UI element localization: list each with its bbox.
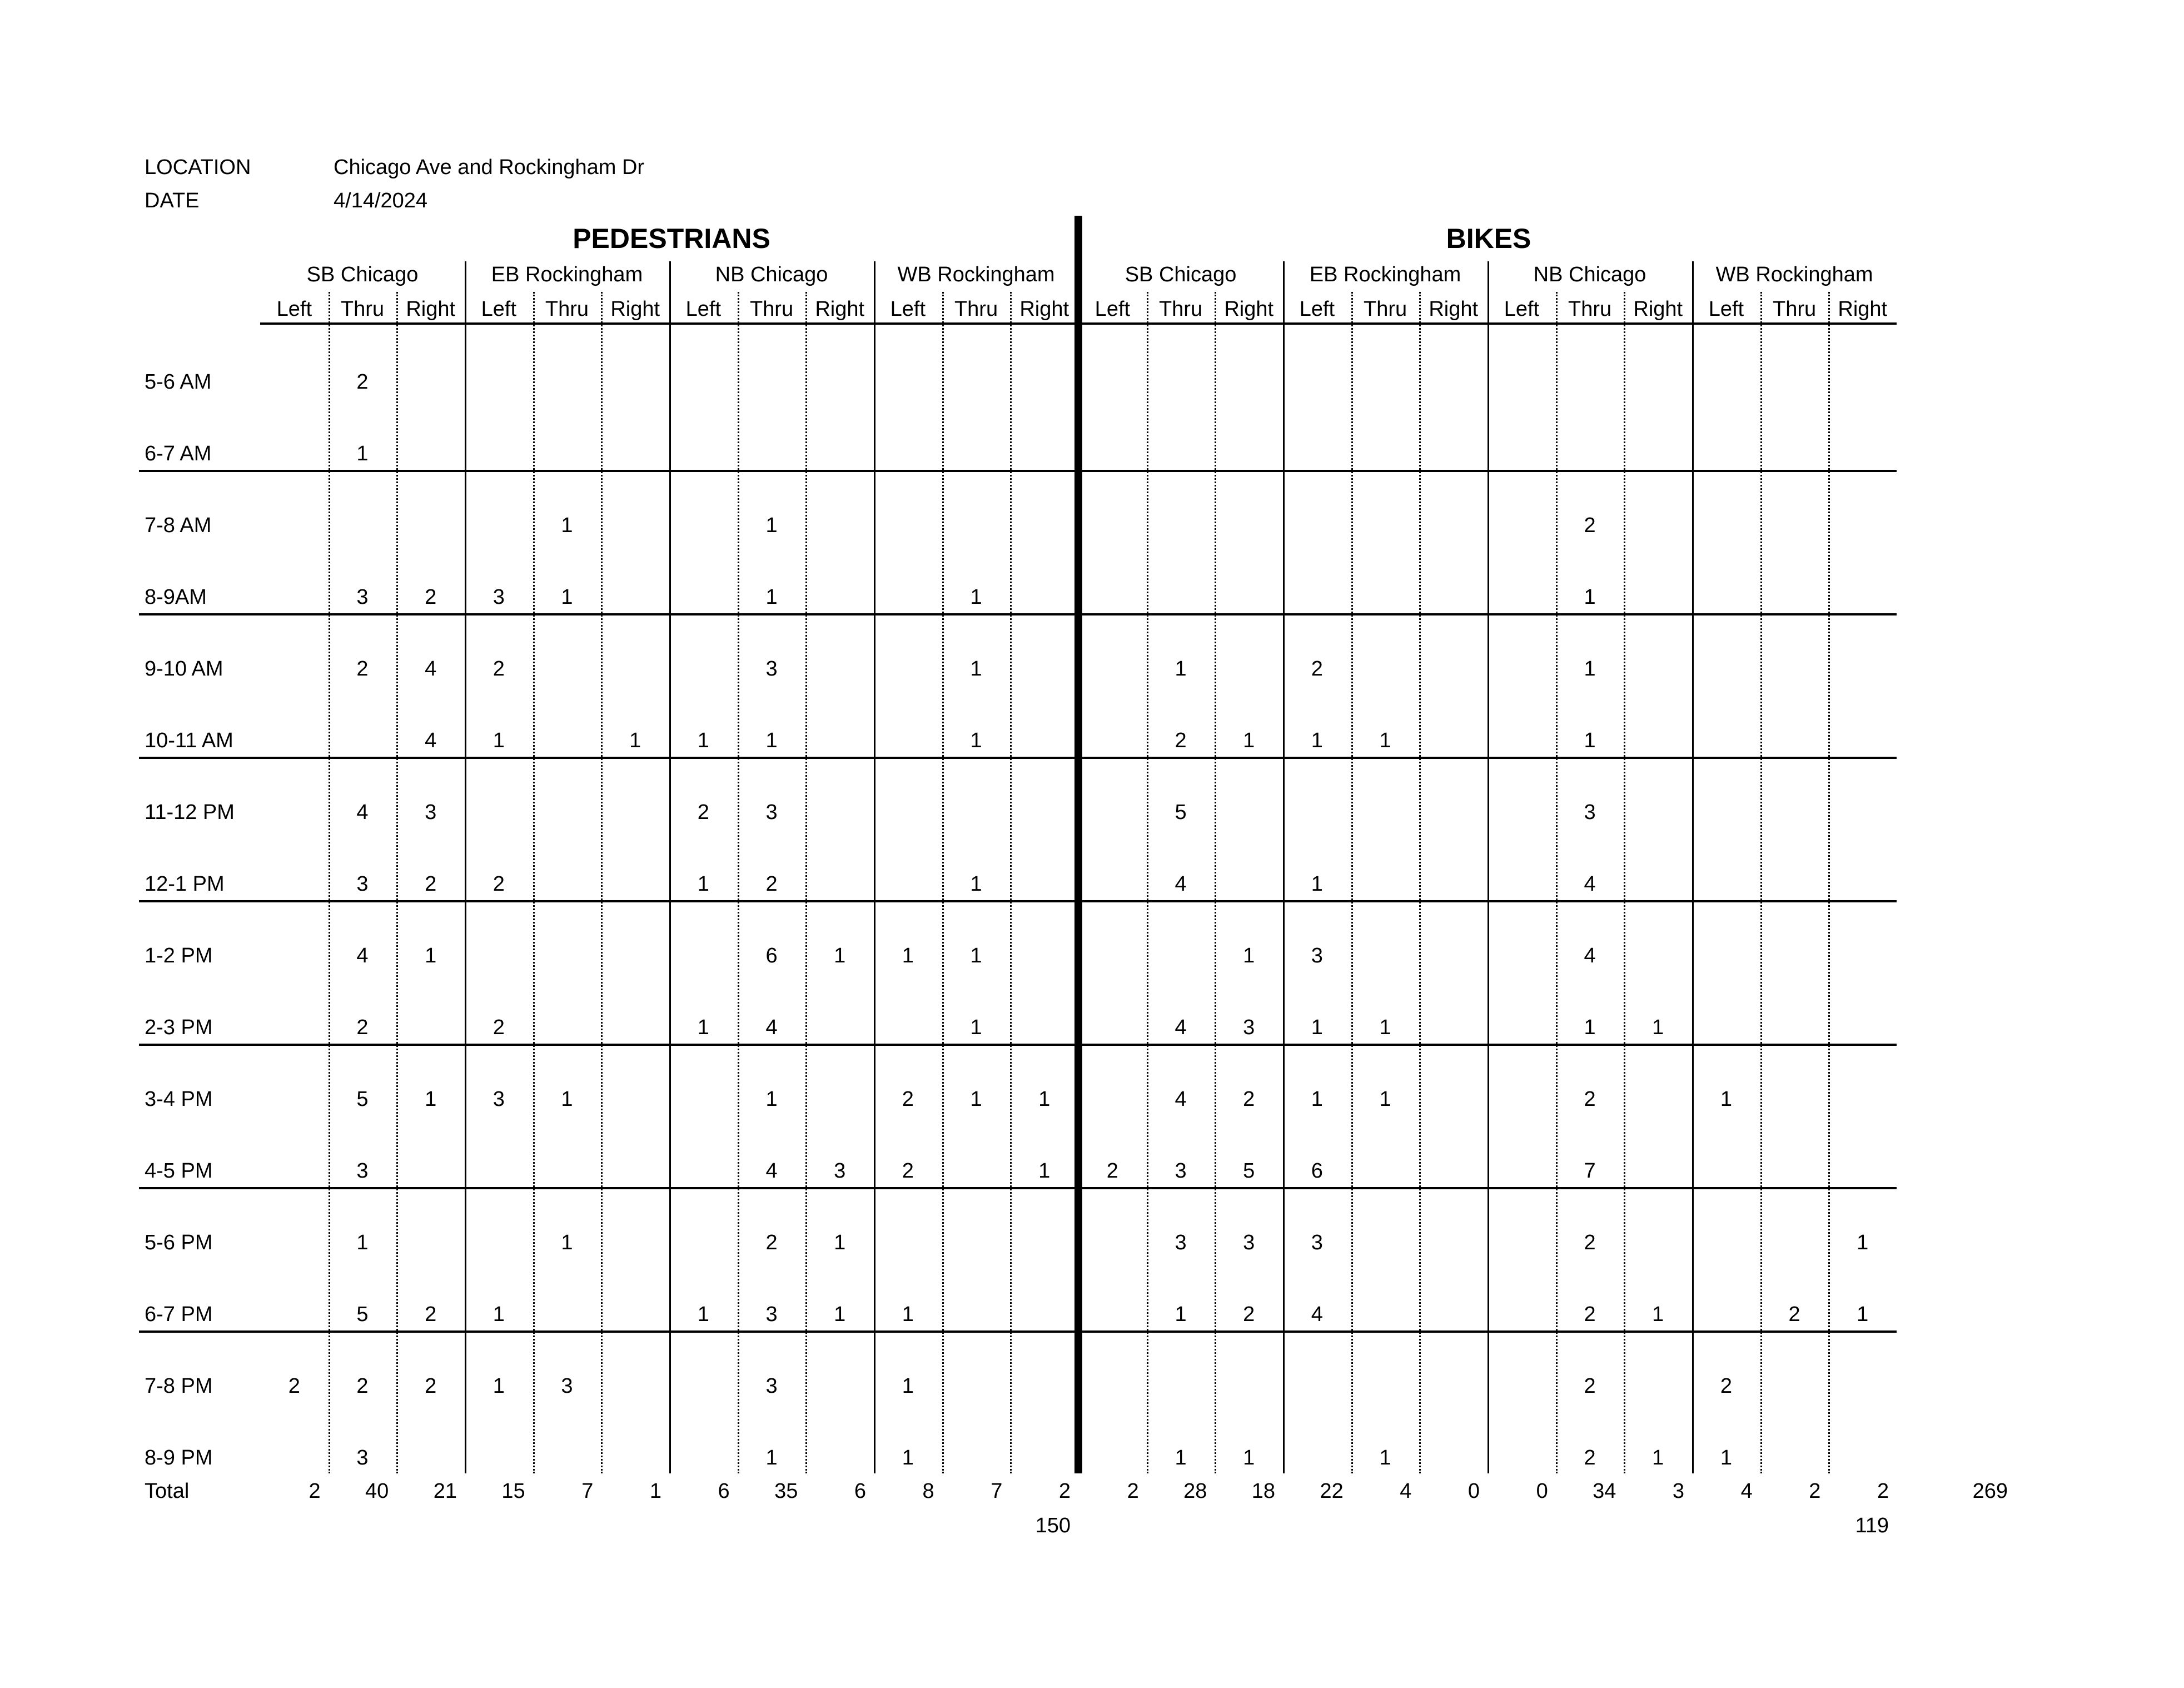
hour-pair-separator bbox=[139, 1187, 1897, 1189]
count-cell: 1 bbox=[356, 1231, 369, 1254]
count-cell: 2 bbox=[356, 370, 369, 394]
movement-divider bbox=[1010, 292, 1012, 1473]
count-cell: 1 bbox=[1857, 1231, 1869, 1254]
total-cell: 2 bbox=[1058, 1480, 1071, 1503]
count-cell: 3 bbox=[765, 801, 778, 824]
count-cell: 6 bbox=[765, 944, 778, 967]
count-cell: 4 bbox=[356, 801, 369, 824]
movement-header: Thru bbox=[749, 297, 794, 321]
count-cell: 1 bbox=[1311, 729, 1323, 752]
row-time-label: 9-10 AM bbox=[145, 657, 223, 681]
count-cell: 3 bbox=[492, 585, 505, 609]
count-cell: 2 bbox=[1584, 514, 1596, 537]
count-cell: 5 bbox=[1243, 1159, 1255, 1183]
hour-pair-separator bbox=[139, 900, 1897, 902]
movement-header: Thru bbox=[1363, 297, 1407, 321]
count-cell: 4 bbox=[356, 944, 369, 967]
total-cell: 2 bbox=[1877, 1480, 1889, 1503]
movement-header: Right bbox=[1838, 297, 1888, 321]
count-cell: 1 bbox=[1175, 657, 1187, 681]
count-cell: 1 bbox=[492, 1374, 505, 1398]
total-cell: 6 bbox=[854, 1480, 867, 1503]
approach-header: SB Chicago bbox=[306, 263, 419, 286]
movement-divider bbox=[942, 292, 944, 1473]
count-cell: 1 bbox=[1243, 729, 1255, 752]
count-cell: 4 bbox=[425, 729, 437, 752]
row-time-label: 8-9 PM bbox=[145, 1446, 213, 1469]
movement-divider bbox=[1760, 292, 1762, 1473]
movement-header: Right bbox=[815, 297, 865, 321]
count-cell: 1 bbox=[1311, 1088, 1323, 1111]
count-cell: 1 bbox=[1243, 1446, 1255, 1469]
count-cell: 1 bbox=[1584, 585, 1596, 609]
count-cell: 4 bbox=[1175, 872, 1187, 896]
count-cell: 2 bbox=[425, 1374, 437, 1398]
row-time-label: 12-1 PM bbox=[145, 872, 225, 896]
count-cell: 4 bbox=[765, 1016, 778, 1039]
count-cell: 3 bbox=[1584, 801, 1596, 824]
movement-divider bbox=[738, 292, 739, 1473]
count-cell: 1 bbox=[1379, 1016, 1391, 1039]
count-cell: 4 bbox=[1175, 1016, 1187, 1039]
approach-divider bbox=[1692, 261, 1694, 1473]
movement-divider bbox=[1215, 292, 1216, 1473]
movement-header: Left bbox=[276, 297, 312, 321]
count-cell: 1 bbox=[425, 1088, 437, 1111]
approach-header: NB Chicago bbox=[1533, 263, 1646, 286]
row-time-label: 4-5 PM bbox=[145, 1159, 213, 1183]
row-time-label: 6-7 AM bbox=[145, 442, 212, 465]
approach-divider bbox=[669, 261, 671, 1473]
count-cell: 1 bbox=[834, 1231, 846, 1254]
movement-header: Left bbox=[481, 297, 517, 321]
row-time-label: 8-9AM bbox=[145, 585, 207, 609]
count-cell: 1 bbox=[970, 729, 982, 752]
count-cell: 1 bbox=[970, 944, 982, 967]
total-cell: 7 bbox=[581, 1480, 594, 1503]
count-cell: 2 bbox=[1311, 657, 1323, 681]
count-cell: 3 bbox=[1311, 944, 1323, 967]
count-cell: 3 bbox=[1175, 1159, 1187, 1183]
count-cell: 7 bbox=[1584, 1159, 1596, 1183]
count-cell: 2 bbox=[1720, 1374, 1732, 1398]
count-cell: 3 bbox=[356, 1159, 369, 1183]
count-cell: 1 bbox=[970, 1088, 982, 1111]
count-cell: 1 bbox=[492, 1303, 505, 1326]
count-cell: 1 bbox=[902, 1374, 914, 1398]
movement-divider bbox=[601, 292, 603, 1473]
count-cell: 2 bbox=[425, 1303, 437, 1326]
count-cell: 3 bbox=[834, 1159, 846, 1183]
count-cell: 1 bbox=[902, 1303, 914, 1326]
count-cell: 1 bbox=[1584, 1016, 1596, 1039]
bikes-title: BIKES bbox=[1446, 223, 1531, 254]
count-cell: 2 bbox=[765, 1231, 778, 1254]
total-cell: 34 bbox=[1593, 1480, 1616, 1503]
count-cell: 1 bbox=[697, 872, 709, 896]
approach-divider bbox=[1487, 261, 1489, 1473]
total-cell: 7 bbox=[991, 1480, 1003, 1503]
row-time-label: 10-11 AM bbox=[145, 729, 233, 752]
total-cell: 28 bbox=[1183, 1480, 1207, 1503]
movement-divider bbox=[1556, 292, 1558, 1473]
count-cell: 3 bbox=[356, 872, 369, 896]
total-cell: 21 bbox=[433, 1480, 457, 1503]
count-cell: 2 bbox=[492, 872, 505, 896]
hour-pair-separator bbox=[139, 613, 1897, 615]
movement-divider bbox=[1828, 292, 1830, 1473]
movement-header: Right bbox=[1429, 297, 1479, 321]
count-cell: 4 bbox=[1584, 872, 1596, 896]
movement-header: Right bbox=[406, 297, 456, 321]
count-cell: 2 bbox=[356, 657, 369, 681]
total-cell: 0 bbox=[1467, 1480, 1480, 1503]
count-cell: 3 bbox=[1311, 1231, 1323, 1254]
location-label: LOCATION bbox=[145, 156, 251, 179]
movement-header: Left bbox=[1708, 297, 1744, 321]
movement-header: Left bbox=[1299, 297, 1335, 321]
bikes-total: 119 bbox=[1855, 1514, 1889, 1537]
count-cell: 2 bbox=[697, 801, 709, 824]
count-cell: 1 bbox=[1584, 729, 1596, 752]
movement-header: Right bbox=[1224, 297, 1274, 321]
total-cell: 2 bbox=[309, 1480, 321, 1503]
count-cell: 2 bbox=[902, 1159, 914, 1183]
count-cell: 4 bbox=[765, 1159, 778, 1183]
total-cell: 4 bbox=[1400, 1480, 1412, 1503]
count-cell: 5 bbox=[1175, 801, 1187, 824]
movement-divider bbox=[1624, 292, 1625, 1473]
row-time-label: 2-3 PM bbox=[145, 1016, 213, 1039]
movement-header: Thru bbox=[1158, 297, 1203, 321]
row-time-label: 3-4 PM bbox=[145, 1088, 213, 1111]
count-cell: 1 bbox=[834, 944, 846, 967]
count-cell: 2 bbox=[1584, 1303, 1596, 1326]
approach-divider bbox=[1283, 261, 1285, 1473]
count-cell: 2 bbox=[1584, 1088, 1596, 1111]
hour-pair-separator bbox=[139, 1330, 1897, 1333]
total-cell: 1 bbox=[649, 1480, 662, 1503]
approach-header: EB Rockingham bbox=[491, 263, 643, 286]
count-cell: 1 bbox=[1175, 1303, 1187, 1326]
row-time-label: 1-2 PM bbox=[145, 944, 213, 967]
total-cell: 18 bbox=[1251, 1480, 1276, 1503]
movement-divider bbox=[1147, 292, 1148, 1473]
hour-pair-separator bbox=[139, 1044, 1897, 1046]
count-cell: 1 bbox=[1379, 729, 1391, 752]
count-cell: 2 bbox=[1175, 729, 1187, 752]
count-cell: 1 bbox=[561, 1088, 573, 1111]
count-cell: 2 bbox=[425, 872, 437, 896]
count-cell: 3 bbox=[561, 1374, 573, 1398]
movement-header: Thru bbox=[954, 297, 998, 321]
total-cell: 0 bbox=[1536, 1480, 1548, 1503]
total-cell: 15 bbox=[501, 1480, 525, 1503]
total-cell: 2 bbox=[1809, 1480, 1821, 1503]
movement-header: Thru bbox=[545, 297, 589, 321]
count-cell: 2 bbox=[902, 1088, 914, 1111]
count-cell: 1 bbox=[629, 729, 641, 752]
movement-divider bbox=[396, 292, 398, 1473]
count-cell: 1 bbox=[902, 1446, 914, 1469]
count-cell: 1 bbox=[356, 442, 369, 465]
location-value: Chicago Ave and Rockingham Dr bbox=[334, 156, 645, 179]
total-cell: 40 bbox=[365, 1480, 389, 1503]
count-cell: 1 bbox=[1652, 1446, 1664, 1469]
count-cell: 1 bbox=[1720, 1446, 1732, 1469]
approach-header: WB Rockingham bbox=[897, 263, 1055, 286]
count-cell: 1 bbox=[561, 514, 573, 537]
movement-divider bbox=[329, 292, 330, 1473]
section-divider bbox=[1074, 216, 1082, 1473]
movement-header: Thru bbox=[340, 297, 385, 321]
total-cell: 3 bbox=[1672, 1480, 1685, 1503]
movement-header: Thru bbox=[1568, 297, 1612, 321]
count-cell: 1 bbox=[561, 1231, 573, 1254]
count-cell: 1 bbox=[1038, 1088, 1051, 1111]
count-cell: 1 bbox=[1379, 1446, 1391, 1469]
row-time-label: 5-6 AM bbox=[145, 370, 212, 394]
count-cell: 1 bbox=[970, 872, 982, 896]
approach-header: WB Rockingham bbox=[1715, 263, 1873, 286]
total-label: Total bbox=[145, 1480, 190, 1503]
movement-divider bbox=[1351, 292, 1353, 1473]
approach-header: EB Rockingham bbox=[1309, 263, 1461, 286]
count-cell: 3 bbox=[765, 1374, 778, 1398]
total-cell: 8 bbox=[922, 1480, 934, 1503]
count-cell: 1 bbox=[561, 585, 573, 609]
count-cell: 2 bbox=[1584, 1446, 1596, 1469]
count-cell: 2 bbox=[1584, 1374, 1596, 1398]
count-cell: 1 bbox=[765, 1446, 778, 1469]
count-cell: 2 bbox=[1243, 1088, 1255, 1111]
approach-header: NB Chicago bbox=[715, 263, 828, 286]
total-cell: 4 bbox=[1740, 1480, 1753, 1503]
count-cell: 1 bbox=[970, 657, 982, 681]
count-cell: 1 bbox=[1652, 1016, 1664, 1039]
approach-header: SB Chicago bbox=[1125, 263, 1237, 286]
movement-divider bbox=[1419, 292, 1421, 1473]
count-cell: 2 bbox=[1788, 1303, 1800, 1326]
count-cell: 1 bbox=[492, 729, 505, 752]
count-cell: 1 bbox=[970, 585, 982, 609]
movement-header: Right bbox=[610, 297, 660, 321]
date-label: DATE bbox=[145, 189, 200, 212]
count-cell: 3 bbox=[1243, 1231, 1255, 1254]
count-cell: 2 bbox=[492, 657, 505, 681]
count-cell: 1 bbox=[1720, 1088, 1732, 1111]
movement-divider bbox=[533, 292, 535, 1473]
movement-header: Right bbox=[1019, 297, 1069, 321]
row-time-label: 5-6 PM bbox=[145, 1231, 213, 1254]
count-cell: 1 bbox=[970, 1016, 982, 1039]
approach-divider bbox=[874, 261, 875, 1473]
grand-total: 269 bbox=[1972, 1480, 2008, 1503]
row-time-label: 11-12 PM bbox=[145, 801, 235, 824]
row-time-label: 7-8 AM bbox=[145, 514, 212, 537]
count-cell: 1 bbox=[1584, 657, 1596, 681]
count-cell: 2 bbox=[356, 1374, 369, 1398]
count-cell: 1 bbox=[697, 1016, 709, 1039]
count-cell: 4 bbox=[1175, 1088, 1187, 1111]
hour-pair-separator bbox=[139, 470, 1897, 472]
count-cell: 3 bbox=[492, 1088, 505, 1111]
total-cell: 6 bbox=[718, 1480, 730, 1503]
count-cell: 2 bbox=[1106, 1159, 1118, 1183]
count-cell: 1 bbox=[1038, 1159, 1051, 1183]
movement-header: Left bbox=[685, 297, 722, 321]
count-cell: 2 bbox=[425, 585, 437, 609]
count-cell: 3 bbox=[425, 801, 437, 824]
count-cell: 1 bbox=[902, 944, 914, 967]
row-time-label: 6-7 PM bbox=[145, 1303, 213, 1326]
count-cell: 1 bbox=[1311, 1016, 1323, 1039]
count-cell: 2 bbox=[765, 872, 778, 896]
approach-divider bbox=[465, 261, 466, 1473]
count-cell: 1 bbox=[765, 585, 778, 609]
count-cell: 2 bbox=[356, 1016, 369, 1039]
movement-header: Left bbox=[1504, 297, 1540, 321]
count-cell: 1 bbox=[765, 514, 778, 537]
movement-header: Right bbox=[1633, 297, 1683, 321]
total-cell: 2 bbox=[1127, 1480, 1139, 1503]
pedestrians-title: PEDESTRIANS bbox=[573, 223, 770, 254]
count-cell: 1 bbox=[425, 944, 437, 967]
count-cell: 3 bbox=[356, 1446, 369, 1469]
total-cell: 35 bbox=[774, 1480, 798, 1503]
count-cell: 3 bbox=[1243, 1016, 1255, 1039]
count-cell: 4 bbox=[1311, 1303, 1323, 1326]
count-cell: 1 bbox=[1379, 1088, 1391, 1111]
count-cell: 2 bbox=[1243, 1303, 1255, 1326]
movement-header: Left bbox=[1095, 297, 1131, 321]
count-cell: 2 bbox=[288, 1374, 300, 1398]
count-cell: 2 bbox=[1584, 1231, 1596, 1254]
count-cell: 6 bbox=[1311, 1159, 1323, 1183]
row-time-label: 7-8 PM bbox=[145, 1374, 213, 1398]
count-cell: 3 bbox=[1175, 1231, 1187, 1254]
count-cell: 1 bbox=[1243, 944, 1255, 967]
movement-divider bbox=[805, 292, 807, 1473]
pedestrians-total: 150 bbox=[1035, 1514, 1071, 1537]
count-cell: 1 bbox=[697, 729, 709, 752]
movement-header: Thru bbox=[1772, 297, 1817, 321]
count-cell: 2 bbox=[492, 1016, 505, 1039]
count-cell: 3 bbox=[765, 657, 778, 681]
count-cell: 1 bbox=[1857, 1303, 1869, 1326]
date-value: 4/14/2024 bbox=[334, 189, 428, 212]
count-cell: 1 bbox=[1175, 1446, 1187, 1469]
count-cell: 1 bbox=[1652, 1303, 1664, 1326]
count-cell: 1 bbox=[697, 1303, 709, 1326]
count-cell: 1 bbox=[765, 1088, 778, 1111]
count-cell: 5 bbox=[356, 1088, 369, 1111]
movement-header: Left bbox=[890, 297, 926, 321]
count-cell: 4 bbox=[425, 657, 437, 681]
count-cell: 1 bbox=[765, 729, 778, 752]
count-cell: 3 bbox=[765, 1303, 778, 1326]
count-cell: 1 bbox=[1311, 872, 1323, 896]
count-cell: 5 bbox=[356, 1303, 369, 1326]
count-cell: 4 bbox=[1584, 944, 1596, 967]
total-cell: 22 bbox=[1320, 1480, 1344, 1503]
hour-pair-separator bbox=[139, 757, 1897, 759]
count-cell: 3 bbox=[356, 585, 369, 609]
count-cell: 1 bbox=[834, 1303, 846, 1326]
